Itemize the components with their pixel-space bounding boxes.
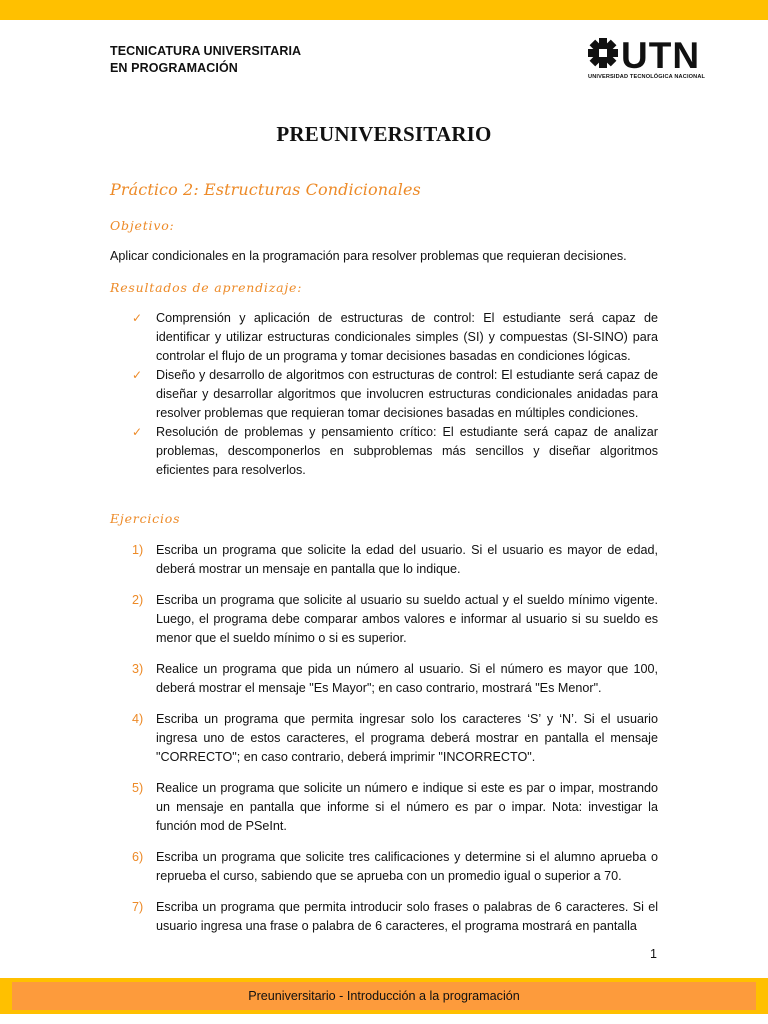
- page-number: 1: [650, 947, 658, 961]
- exercise-number: 3): [132, 662, 144, 676]
- footer-text: Preuniversitario - Introducción a la programación: [12, 982, 756, 1010]
- list-item: [110, 366, 658, 423]
- exercise-item: [110, 898, 658, 936]
- exercise-item: [110, 710, 658, 767]
- page-title: PREUNIVERSITARIO: [276, 122, 492, 146]
- learning-outcomes-heading: Resultados de aprendizaje:: [110, 280, 303, 295]
- exercise-item: [110, 591, 658, 648]
- learning-outcome-text: Resolución de problemas y pensamiento crítico: El estudiante será capaz de analizar problemas, descomponerlos en subproblemas más sencillos y diseñar algoritmos eficientes para resolverlos.: [156, 425, 658, 477]
- top-decorative-bar: [0, 0, 768, 20]
- learning-outcome-text: Comprensión y aplicación de estructuras de control: El estudiante será capaz de identificar y utilizar estructuras condicionales simples (SI) y compuestas (SI-SINO) para controlar el flujo de un programa y tomar decisiones basadas en condiciones lógicas.: [156, 311, 658, 363]
- exercises-list: [110, 541, 658, 948]
- checkmark-icon: ✓: [132, 368, 143, 382]
- exercise-text: Realice un programa que pida un número al usuario. Si el número es mayor que 100, deberá mostrar el mensaje "Es Mayor"; en caso contrario, mostrará "Es Menor".: [156, 662, 658, 695]
- objective-text: Aplicar condicionales en la programación para resolver problemas que requieran decisiones.: [110, 249, 627, 263]
- exercise-text: Escriba un programa que solicite la edad del usuario. Si el usuario es mayor de edad, deberá mostrar un mensaje en pantalla que lo indique.: [156, 543, 658, 576]
- exercise-item: [110, 660, 658, 698]
- exercise-number: 7): [132, 900, 144, 914]
- institution-line-2: EN PROGRAMACIÓN: [110, 61, 238, 75]
- exercise-item: [110, 541, 658, 579]
- exercise-text: Escriba un programa que permita ingresar solo los caracteres ‘S’ y ‘N’. Si el usuario ingresa uno de estos caracteres, el programa deberá mostrar en pantalla el mensaje "CORRECTO"; en caso contrario, deberá imprimir "INCORRECTO".: [156, 712, 658, 764]
- exercise-text: Escriba un programa que solicite al usuario su sueldo actual y el sueldo mínimo vigente. Luego, el programa debe comparar ambos valores e informar al usuario si su sueldo es menor que el sueldo mínimo o si es superior.: [156, 593, 658, 645]
- exercise-text: Escriba un programa que solicite tres calificaciones y determine si el alumno aprueba o reprueba el curso, sabiendo que se aprueba con un promedio igual o superior a 70.: [156, 850, 658, 883]
- exercise-item: [110, 848, 658, 886]
- practice-subtitle: Práctico 2: Estructuras Condicionales: [110, 180, 421, 199]
- utn-emblem-icon: [588, 38, 618, 68]
- list-item: [110, 423, 658, 480]
- utn-logo-text: UTN: [621, 36, 701, 76]
- exercise-text: Escriba un programa que permita introducir solo frases o palabras de 6 caracteres. Si el usuario ingresa una frase o palabra de 6 caracteres, el programa mostrará en pantalla: [156, 900, 658, 933]
- exercise-number: 1): [132, 543, 144, 557]
- checkmark-icon: ✓: [132, 425, 143, 439]
- learning-outcomes-list: [110, 309, 658, 480]
- exercise-number: 5): [132, 781, 144, 795]
- exercise-number: 2): [132, 593, 144, 607]
- utn-logo-caption: UNIVERSIDAD TECNOLÓGICA NACIONAL: [588, 74, 706, 80]
- exercise-item: [110, 779, 658, 836]
- utn-logo: [587, 36, 735, 82]
- exercises-heading: Ejercicios: [110, 511, 181, 526]
- exercise-number: 4): [132, 712, 144, 726]
- institution-line-1: TECNICATURA UNIVERSITARIA: [110, 44, 302, 58]
- exercise-text: Realice un programa que solicite un número e indique si este es par o impar, mostrando un mensaje en pantalla que informe si el número es par o impar. Nota: investigar la función mod de PSeInt.: [156, 781, 658, 833]
- checkmark-icon: ✓: [132, 311, 143, 325]
- learning-outcome-text: Diseño y desarrollo de algoritmos con estructuras de control: El estudiante será capaz de diseñar y desarrollar algoritmos que involucren estructuras condicionales anidadas para resolver problemas que requieran tomar decisiones basadas en múltiples condiciones.: [156, 368, 658, 420]
- institution-header: [110, 43, 301, 77]
- list-item: [110, 309, 658, 366]
- exercise-number: 6): [132, 850, 144, 864]
- objective-heading: Objetivo:: [110, 218, 175, 233]
